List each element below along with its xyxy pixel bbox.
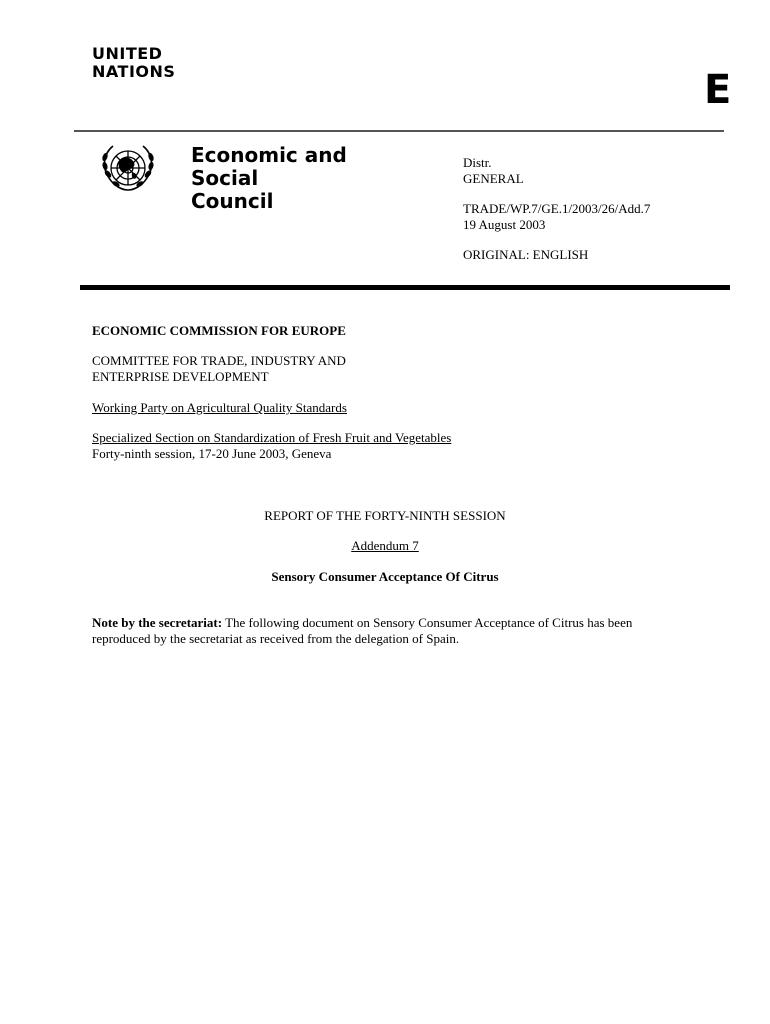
committee-name-line1: COMMITTEE FOR TRADE, INDUSTRY AND (92, 353, 346, 368)
working-party-name: Working Party on Agricultural Quality Standards (92, 400, 347, 415)
secretariat-note (92, 615, 672, 647)
document-symbol-block (463, 201, 650, 233)
council-name (191, 144, 347, 213)
council-name-line1: Economic and (191, 143, 347, 167)
organization-name-line1: UNITED (92, 44, 163, 63)
header-bottom-rule (80, 285, 730, 290)
organization-name-line2: NATIONS (92, 62, 176, 81)
addendum-text: Addendum 7 (351, 538, 419, 553)
note-label: Note by the secretariat: (92, 615, 223, 630)
document-subject: Sensory Consumer Acceptance Of Citrus (271, 569, 499, 584)
distribution-value: GENERAL (463, 171, 524, 186)
section-name: Specialized Section on Standardization of Fresh Fruit and Vegetables (92, 430, 452, 445)
original-language: ORIGINAL: ENGLISH (463, 247, 589, 262)
distribution-label: Distr. (463, 155, 492, 170)
commission-heading: ECONOMIC COMMISSION FOR EUROPE (92, 323, 346, 338)
session-info: Forty-ninth session, 17-20 June 2003, Geneva (92, 446, 332, 461)
note-text: The following document on Sensory Consumer Acceptance of Citrus has been reproduced by the secretariat as received from the delegation of Spain. (92, 615, 633, 646)
addendum-label (0, 538, 770, 554)
header-divider (74, 130, 724, 132)
distribution-block (463, 155, 524, 187)
document-date: 19 August 2003 (463, 217, 546, 232)
committee-name-line2: ENTERPRISE DEVELOPMENT (92, 369, 269, 384)
council-name-line3: Council (191, 189, 274, 213)
committee-name (92, 353, 346, 385)
language-letter: E (704, 67, 732, 113)
document-symbol: TRADE/WP.7/GE.1/2003/26/Add.7 (463, 201, 651, 216)
section-block (92, 430, 451, 462)
organization-name (92, 45, 175, 81)
un-emblem-icon (96, 138, 160, 202)
council-name-line2: Social (191, 166, 259, 190)
report-title: REPORT OF THE FORTY-NINTH SESSION (264, 508, 506, 523)
